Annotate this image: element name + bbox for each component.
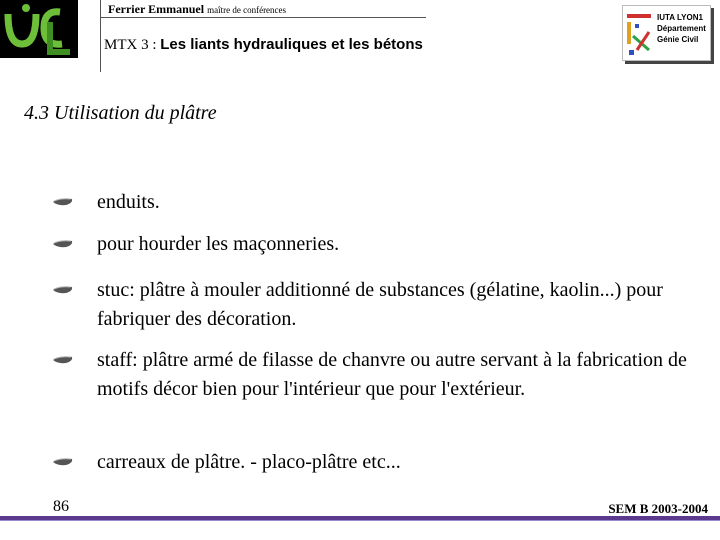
iuta-logo-line-2: Département [657,24,706,33]
bullet-icon [52,456,74,466]
ucbl-logo [0,0,78,58]
footer-bar-accent [0,520,720,521]
page-number: 86 [53,498,69,515]
bullet-text: pour hourder les maçonneries. [97,233,340,255]
iuta-logo-line-1: IUTA LYON1 [657,13,703,22]
course-code: MTX 3 : [104,37,161,53]
course-heading [104,36,423,54]
iuta-logo [622,5,711,61]
author-role: maître de conférences [207,5,287,15]
author-name: Ferrier Emmanuel [108,2,205,16]
bullet-icon [52,284,74,294]
semester-label: SEM B 2003-2004 [608,501,708,516]
header-vertical-rule [100,0,101,72]
course-title: Les liants hydrauliques et les bétons [160,36,423,53]
bullet-icon [52,196,74,206]
iuta-logo-text [657,12,706,45]
ucbl-logo-icon [0,0,78,58]
bullet-text: staff: plâtre armé de filasse de chanvre ou autre servant à la fabrication de motifs décor bien pour l'intérieur que pour l'extérieur. [97,349,687,400]
bullet-text: enduits. [97,191,160,213]
bullet-icon [52,238,74,248]
bullet-icon [52,354,74,364]
slide-title: 4.3 Utilisation du plâtre [24,102,217,124]
iuta-logo-line-3: Génie Civil [657,35,699,44]
bullet-text: carreaux de plâtre. - placo-plâtre etc... [97,451,401,473]
iuta-logo-icon [623,6,657,60]
header-horizontal-rule [100,17,426,18]
author-line [108,2,286,17]
bullet-text: stuc: plâtre à mouler additionné de substances (gélatine, kaolin...) pour fabriquer des décoration. [97,279,663,330]
